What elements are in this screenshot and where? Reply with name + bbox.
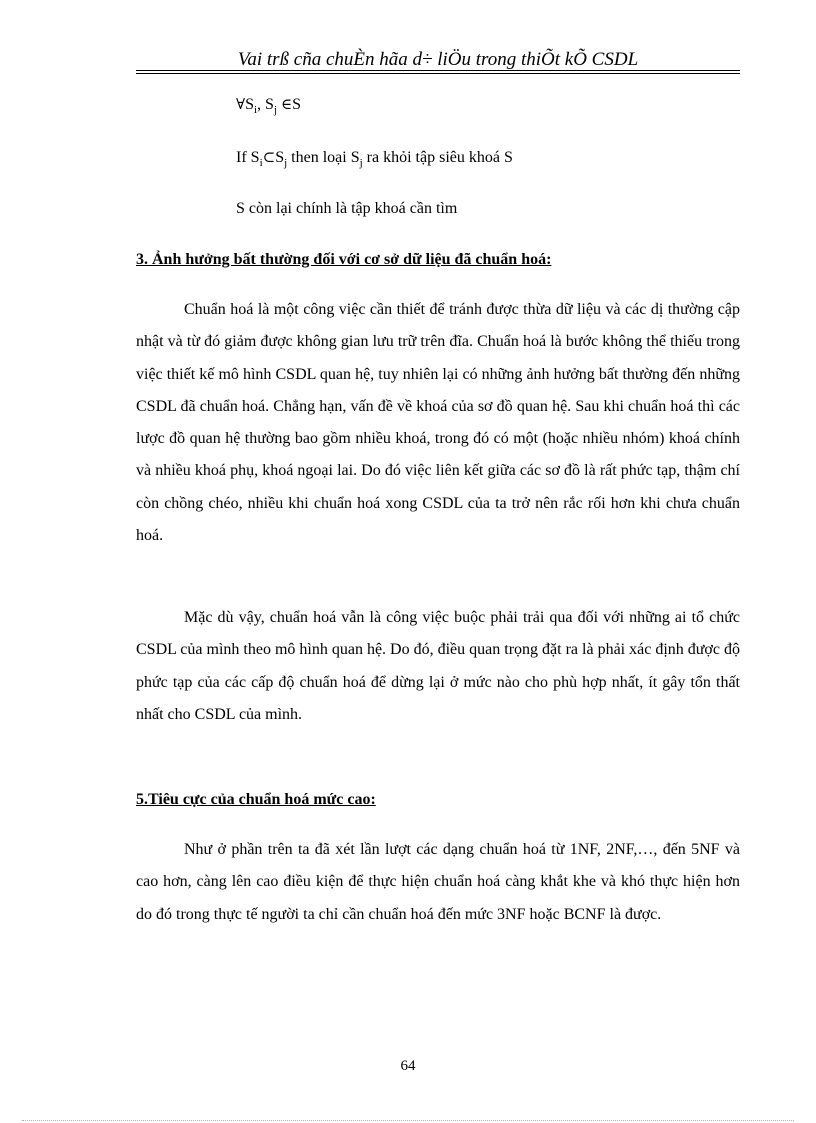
- section-3-heading: 3. Ảnh hưởng bất thường đối với cơ sở dữ liệu đã chuẩn hoá:: [136, 251, 552, 268]
- section-5-paragraph: Như ở phần trên ta đã xét lần lượt các dạng chuẩn hoá từ 1NF, 2NF,…, đến 5NF và cao hơn, càng lên cao điều kiện để thực hiện chuẩn hoá càng khắt khe và khó thực hiện hơn do đó trong thực tế người ta chỉ cần chuẩn hoá đến mức 3NF hoặc BCNF là được.: [136, 841, 740, 923]
- subset-symbol: ⊂: [262, 148, 276, 166]
- forall-symbol: ∀: [236, 95, 246, 113]
- formula-quantifier: $\forall S_i$, $S_j$ ∈S: [236, 95, 302, 116]
- formula-conclusion: S còn lại chính là tập khoá cần tìm: [236, 200, 458, 217]
- element-of-symbol: ∈: [281, 95, 293, 113]
- page-number: 64: [400, 1058, 416, 1074]
- formula-condition: If $S_i\subset S_j$ then loại $S_j$ ra khỏi tập siêu khoá S: [236, 148, 513, 169]
- running-header: Vai trß cña chuÈn hãa d÷ liÖu trong thiÕt kÕ CSDL: [237, 49, 639, 70]
- section-3-paragraph-2: Mặc dù vậy, chuẩn hoá vẫn là công việc buộc phải trải qua đối với những ai tổ chức CSDL của mình theo mô hình quan hệ. Do đó, điều quan trọng đặt ra là phải xác định được độ phức tạp của các cấp độ chuẩn hoá để dừng lại ở mức nào cho phù hợp nhất, ít gây tổn thất nhất cho CSDL của mình.: [136, 609, 740, 723]
- page-bottom-border: [22, 1120, 794, 1121]
- header-rule-top: [136, 70, 740, 71]
- section-5-heading: 5.Tiêu cực của chuẩn hoá mức cao:: [136, 791, 376, 808]
- header-rule-bottom: [136, 73, 740, 74]
- section-3-paragraph-1: Chuẩn hoá là một công việc cần thiết để tránh được thừa dữ liệu và các dị thường cập nhật và từ đó giảm được không gian lưu trữ trên đĩa. Chuẩn hoá là bước không thể thiếu trong việc thiết kế mô hình CSDL quan hệ, tuy nhiên lại có những ảnh hưởng bất thường đến những CSDL đã chuẩn hoá. Chẳng hạn, vấn đề về khoá của sơ đồ quan hệ. Sau khi chuẩn hoá thì các lược đồ quan hệ thường bao gồm nhiều khoá, trong đó có một (hoặc nhiều nhóm) khoá chính và nhiều khoá phụ, khoá ngoại lai. Do đó việc liên kết giữa các sơ đồ là rất phức tạp, thậm chí còn chồng chéo, nhiều khi chuẩn hoá xong CSDL của ta trở nên rắc rối hơn khi chưa chuẩn hoá.: [136, 301, 740, 545]
